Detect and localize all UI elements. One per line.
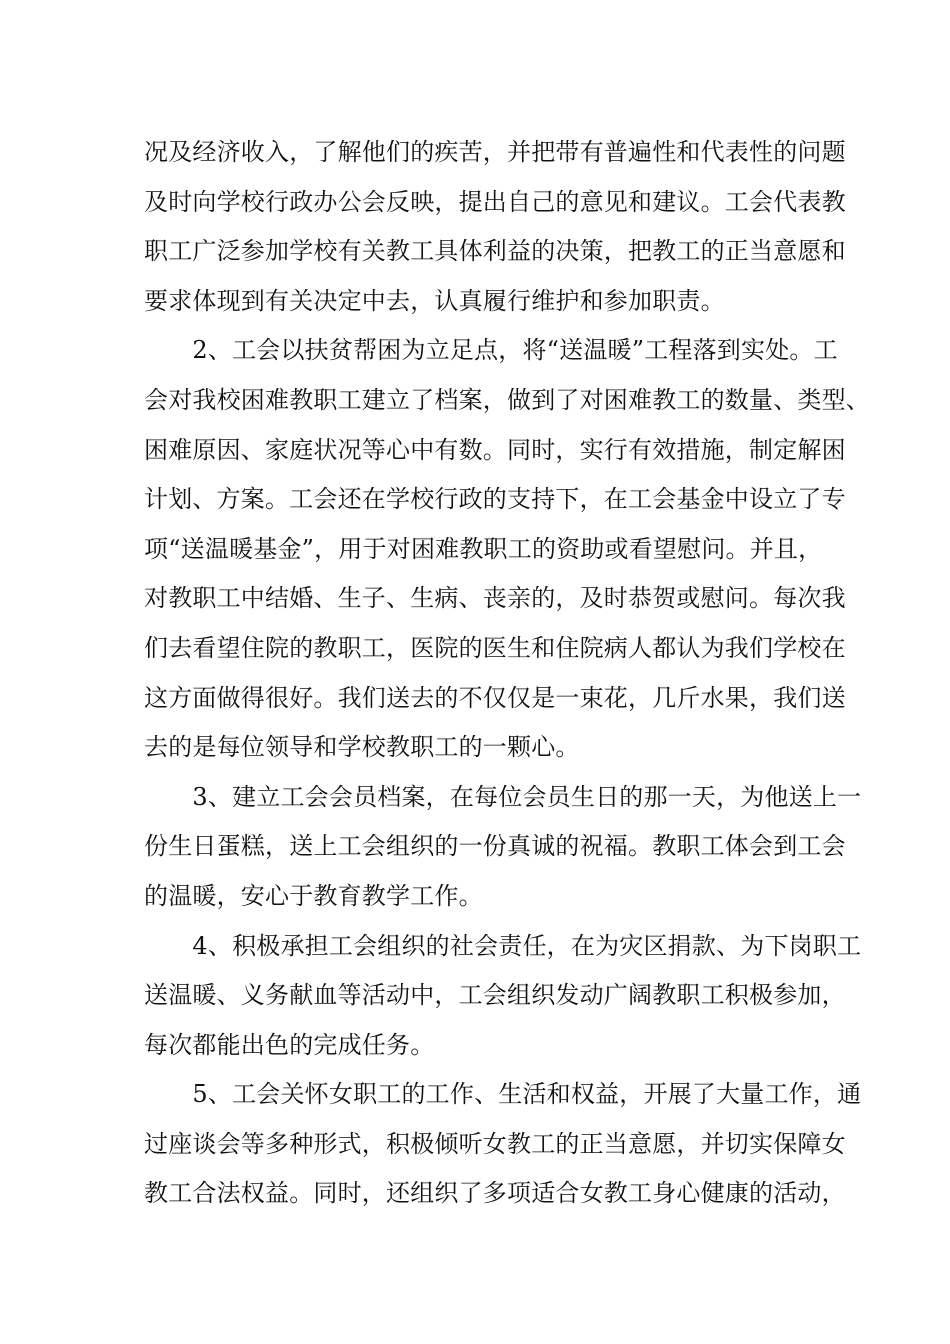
paragraph-2-start: 2、工会以扶贫帮困为立足点，将“送温暖”工程落到实处。工 (144, 336, 838, 365)
body-text (144, 128, 870, 1219)
text-line: 及时向学校行政办公会反映，提出自己的意见和建议。工会代表教 (144, 187, 846, 216)
text-line: 的温暖，安心于教育教学工作。 (144, 881, 483, 910)
text-line: 况及经济收入，了解他们的疾苦，并把带有普遍性和代表性的问题 (144, 138, 846, 166)
text-line: 去的是每位领导和学校教职工的一颗心。 (144, 733, 580, 762)
paragraph-3-start: 3、建立工会会员档案，在每位会员生日的那一天，为他送上一 (144, 782, 862, 811)
text-line: 过座谈会等多种形式，积极倾听女教工的正当意愿，并切实保障女 (144, 1129, 846, 1158)
paragraph-4-start: 4、积极承担工会组织的社会责任，在为灾区捐款、为下岗职工 (144, 931, 862, 960)
text-line: 困难原因、家庭状况等心中有数。同时，实行有效措施，制定解困 (144, 435, 846, 464)
text-line: 份生日蛋糕，送上工会组织的一份真诚的祝福。教职工体会到工会 (144, 832, 846, 861)
text-line: 教工合法权益。同时，还组织了多项适合女教工身心健康的活动， (144, 1179, 846, 1208)
text-line: 计划、方案。工会还在学校行政的支持下，在工会基金中设立了专 (144, 485, 846, 514)
text-line: 项“送温暖基金”，用于对困难教职工的资助或看望慰问。并且， (144, 534, 823, 563)
text-line: 们去看望住院的教职工，医院的医生和住院病人都认为我们学校在 (144, 633, 846, 662)
text-line: 职工广泛参加学校有关教工具体利益的决策，把教工的正当意愿和 (144, 237, 846, 266)
text-line: 每次都能出色的完成任务。 (144, 1030, 435, 1059)
text-line: 会对我校困难教职工建立了档案，做到了对困难教工的数量、类型、 (144, 385, 870, 414)
paragraph-5-start: 5、工会关怀女职工的工作、生活和权益，开展了大量工作，通 (144, 1080, 862, 1109)
text-line: 对教职工中结婚、生子、生病、丧亲的，及时恭贺或慰问。每次我 (144, 584, 846, 613)
text-line: 要求体现到有关决定中去，认真履行维护和参加职责。 (144, 286, 725, 315)
text-line: 送温暖、义务献血等活动中，工会组织发动广阔教职工积极参加， (144, 981, 846, 1010)
text-line: 这方面做得很好。我们送去的不仅仅是一束花，几斤水果，我们送 (144, 683, 846, 712)
